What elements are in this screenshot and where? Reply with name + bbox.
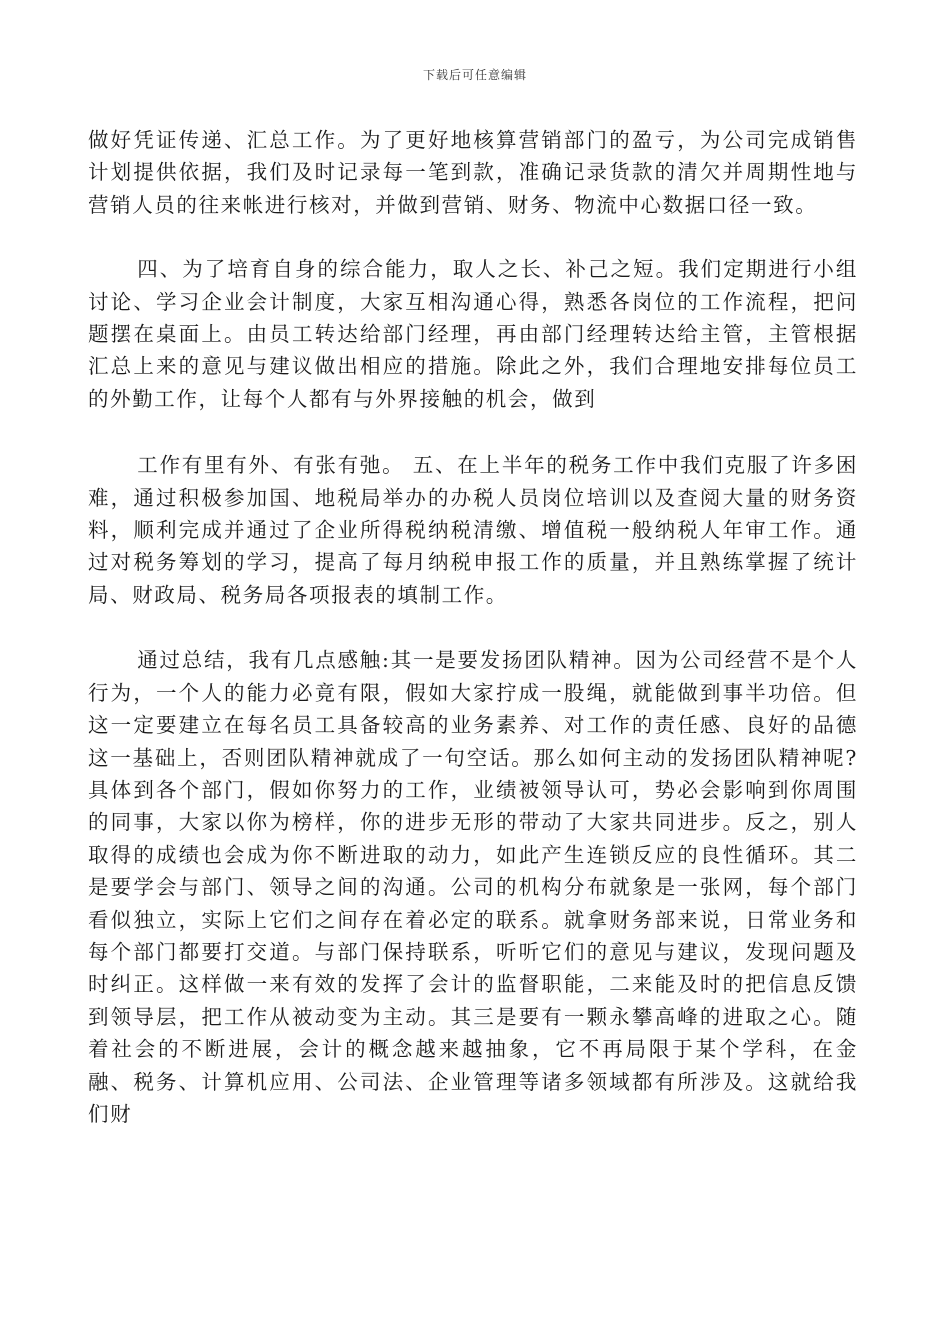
paragraph-voucher-transfer: 做好凭证传递、汇总工作。为了更好地核算营销部门的盈亏，为公司完成销售计划提供依据，我们及时记录每一笔到款，准确记录货款的清欠并周期性地与营销人员的往来帐进行核对，并做到营销、财务、物流中心数据口径一致。 <box>88 128 858 217</box>
document-body <box>88 124 858 1130</box>
paragraph-section-four: 四、为了培育自身的综合能力，取人之长、补己之短。我们定期进行小组讨论、学习企业会计制度，大家互相沟通心得，熟悉各岗位的工作流程，把问题摆在桌面上。由员工转达给部门经理，再由部门经理转达给主管，主管根据汇总上来的意见与建议做出相应的措施。除此之外，我们合理地安排每位员工的外勤工作，让每个人都有与外界接触的机会，做到 <box>88 257 858 411</box>
paragraph-summary: 通过总结，我有几点感触:其一是要发扬团队精神。因为公司经营不是个人行为，一个人的能力必竟有限，假如大家拧成一股绳，就能做到事半功倍。但这一定要建立在每名员工具备较高的业务素养、对工作的责任感、良好的品德这一基础上，否则团队精神就成了一句空话。那么如何主动的发扬团队精神呢?具体到各个部门，假如你努力的工作，业绩被领导认可，势必会影响到你周围的同事，大家以你为榜样，你的进步无形的带动了大家共同进步。反之，别人取得的成绩也会成为你不断进取的动力，如此产生连锁反应的良性循环。其二是要学会与部门、领导之间的沟通。公司的机构分布就象是一张网，每个部门看似独立，实际上它们之间存在着必定的联系。就拿财务部来说，日常业务和每个部门都要打交道。与部门保持联系，听听它们的意见与建议，发现问题及时纠正。这样做一来有效的发挥了会计的监督职能，二来能及时的把信息反馈到领导层，把工作从被动变为主动。其三是要有一颗永攀高峰的进取之心。随着社会的不断进展，会计的概念越来越抽象，它不再局限于某个学科，在金融、税务、计算机应用、公司法、企业管理等诸多领域都有所涉及。这就给我们财 <box>88 648 858 1126</box>
paragraph-section-five: 工作有里有外、有张有弛。 五、在上半年的税务工作中我们克服了许多困难，通过积极参加国、地税局举办的办税人员岗位培训以及查阅大量的财务资料，顺利完成并通过了企业所得税纳税清缴、增值税一般纳税人年审工作。通过对税务筹划的学习，提高了每月纳税申报工作的质量，并且熟练掌握了统计局、财政局、税务局各项报表的填制工作。 <box>88 453 858 607</box>
header-note: 下载后可任意编辑 <box>422 68 527 82</box>
